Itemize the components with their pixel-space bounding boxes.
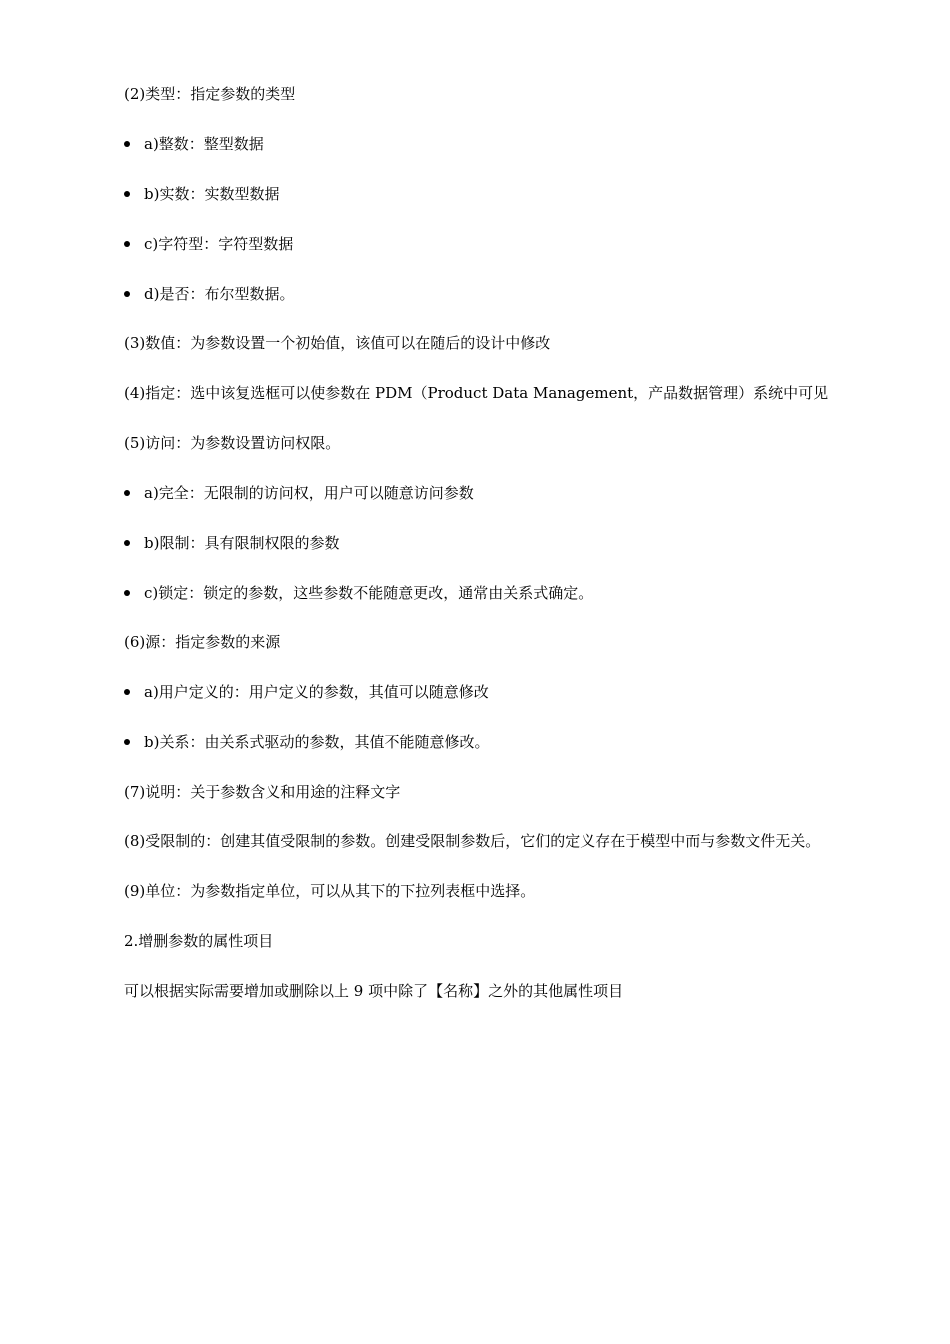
list-item <box>124 182 279 206</box>
list-item <box>124 730 489 754</box>
list-item-text: b)关系：由关系式驱动的参数，其值不能随意修改。 <box>144 733 490 751</box>
bullet-icon <box>124 141 130 147</box>
bullet-icon <box>124 540 130 546</box>
bullet-icon <box>124 291 130 297</box>
bullet-icon <box>124 590 130 596</box>
list-item-text: d)是否：布尔型数据。 <box>144 285 295 303</box>
list-item <box>124 132 264 156</box>
list-item-text: b)限制：具有限制权限的参数 <box>144 534 340 552</box>
list-item <box>124 481 474 505</box>
list-item-text: b)实数：实数型数据 <box>144 185 280 203</box>
paragraph-type-heading: (2)类型：指定参数的类型 <box>124 85 296 103</box>
paragraph-value: (3)数值：为参数设置一个初始值，该值可以在随后的设计中修改 <box>124 334 551 352</box>
bullet-icon <box>124 191 130 197</box>
list-item <box>124 232 293 256</box>
bullet-icon <box>124 689 130 695</box>
list-item-text: c)字符型：字符型数据 <box>144 235 294 253</box>
list-item <box>124 680 489 704</box>
bullet-icon <box>124 241 130 247</box>
list-item-text: c)锁定：锁定的参数，这些参数不能随意更改，通常由关系式确定。 <box>144 584 594 602</box>
paragraph-body: 可以根据实际需要增加或删除以上 9 项中除了【名称】之外的其他属性项目 <box>124 982 624 1000</box>
list-item-text: a)用户定义的：用户定义的参数，其值可以随意修改 <box>144 683 489 701</box>
paragraph-designate: (4)指定：选中该复选框可以使参数在 PDM（Product Data Management，产品数据管理）系统中可见 <box>124 384 829 402</box>
list-item-text: a)整数：整型数据 <box>144 135 264 153</box>
paragraph-access: (5)访问：为参数设置访问权限。 <box>124 434 341 452</box>
bullet-icon <box>124 490 130 496</box>
list-item <box>124 282 294 306</box>
list-item <box>124 531 339 555</box>
section-heading: 2.增删参数的属性项目 <box>124 932 274 950</box>
paragraph-unit: (9)单位：为参数指定单位，可以从其下的下拉列表框中选择。 <box>124 882 536 900</box>
paragraph-source: (6)源：指定参数的来源 <box>124 633 281 651</box>
list-item-text: a)完全：无限制的访问权，用户可以随意访问参数 <box>144 484 474 502</box>
paragraph-restricted: (8)受限制的：创建其值受限制的参数。创建受限制参数后，它们的定义存在于模型中而与参数文件无关。 <box>124 832 821 850</box>
bullet-icon <box>124 739 130 745</box>
list-item <box>124 581 593 605</box>
paragraph-description: (7)说明：关于参数含义和用途的注释文字 <box>124 783 401 801</box>
